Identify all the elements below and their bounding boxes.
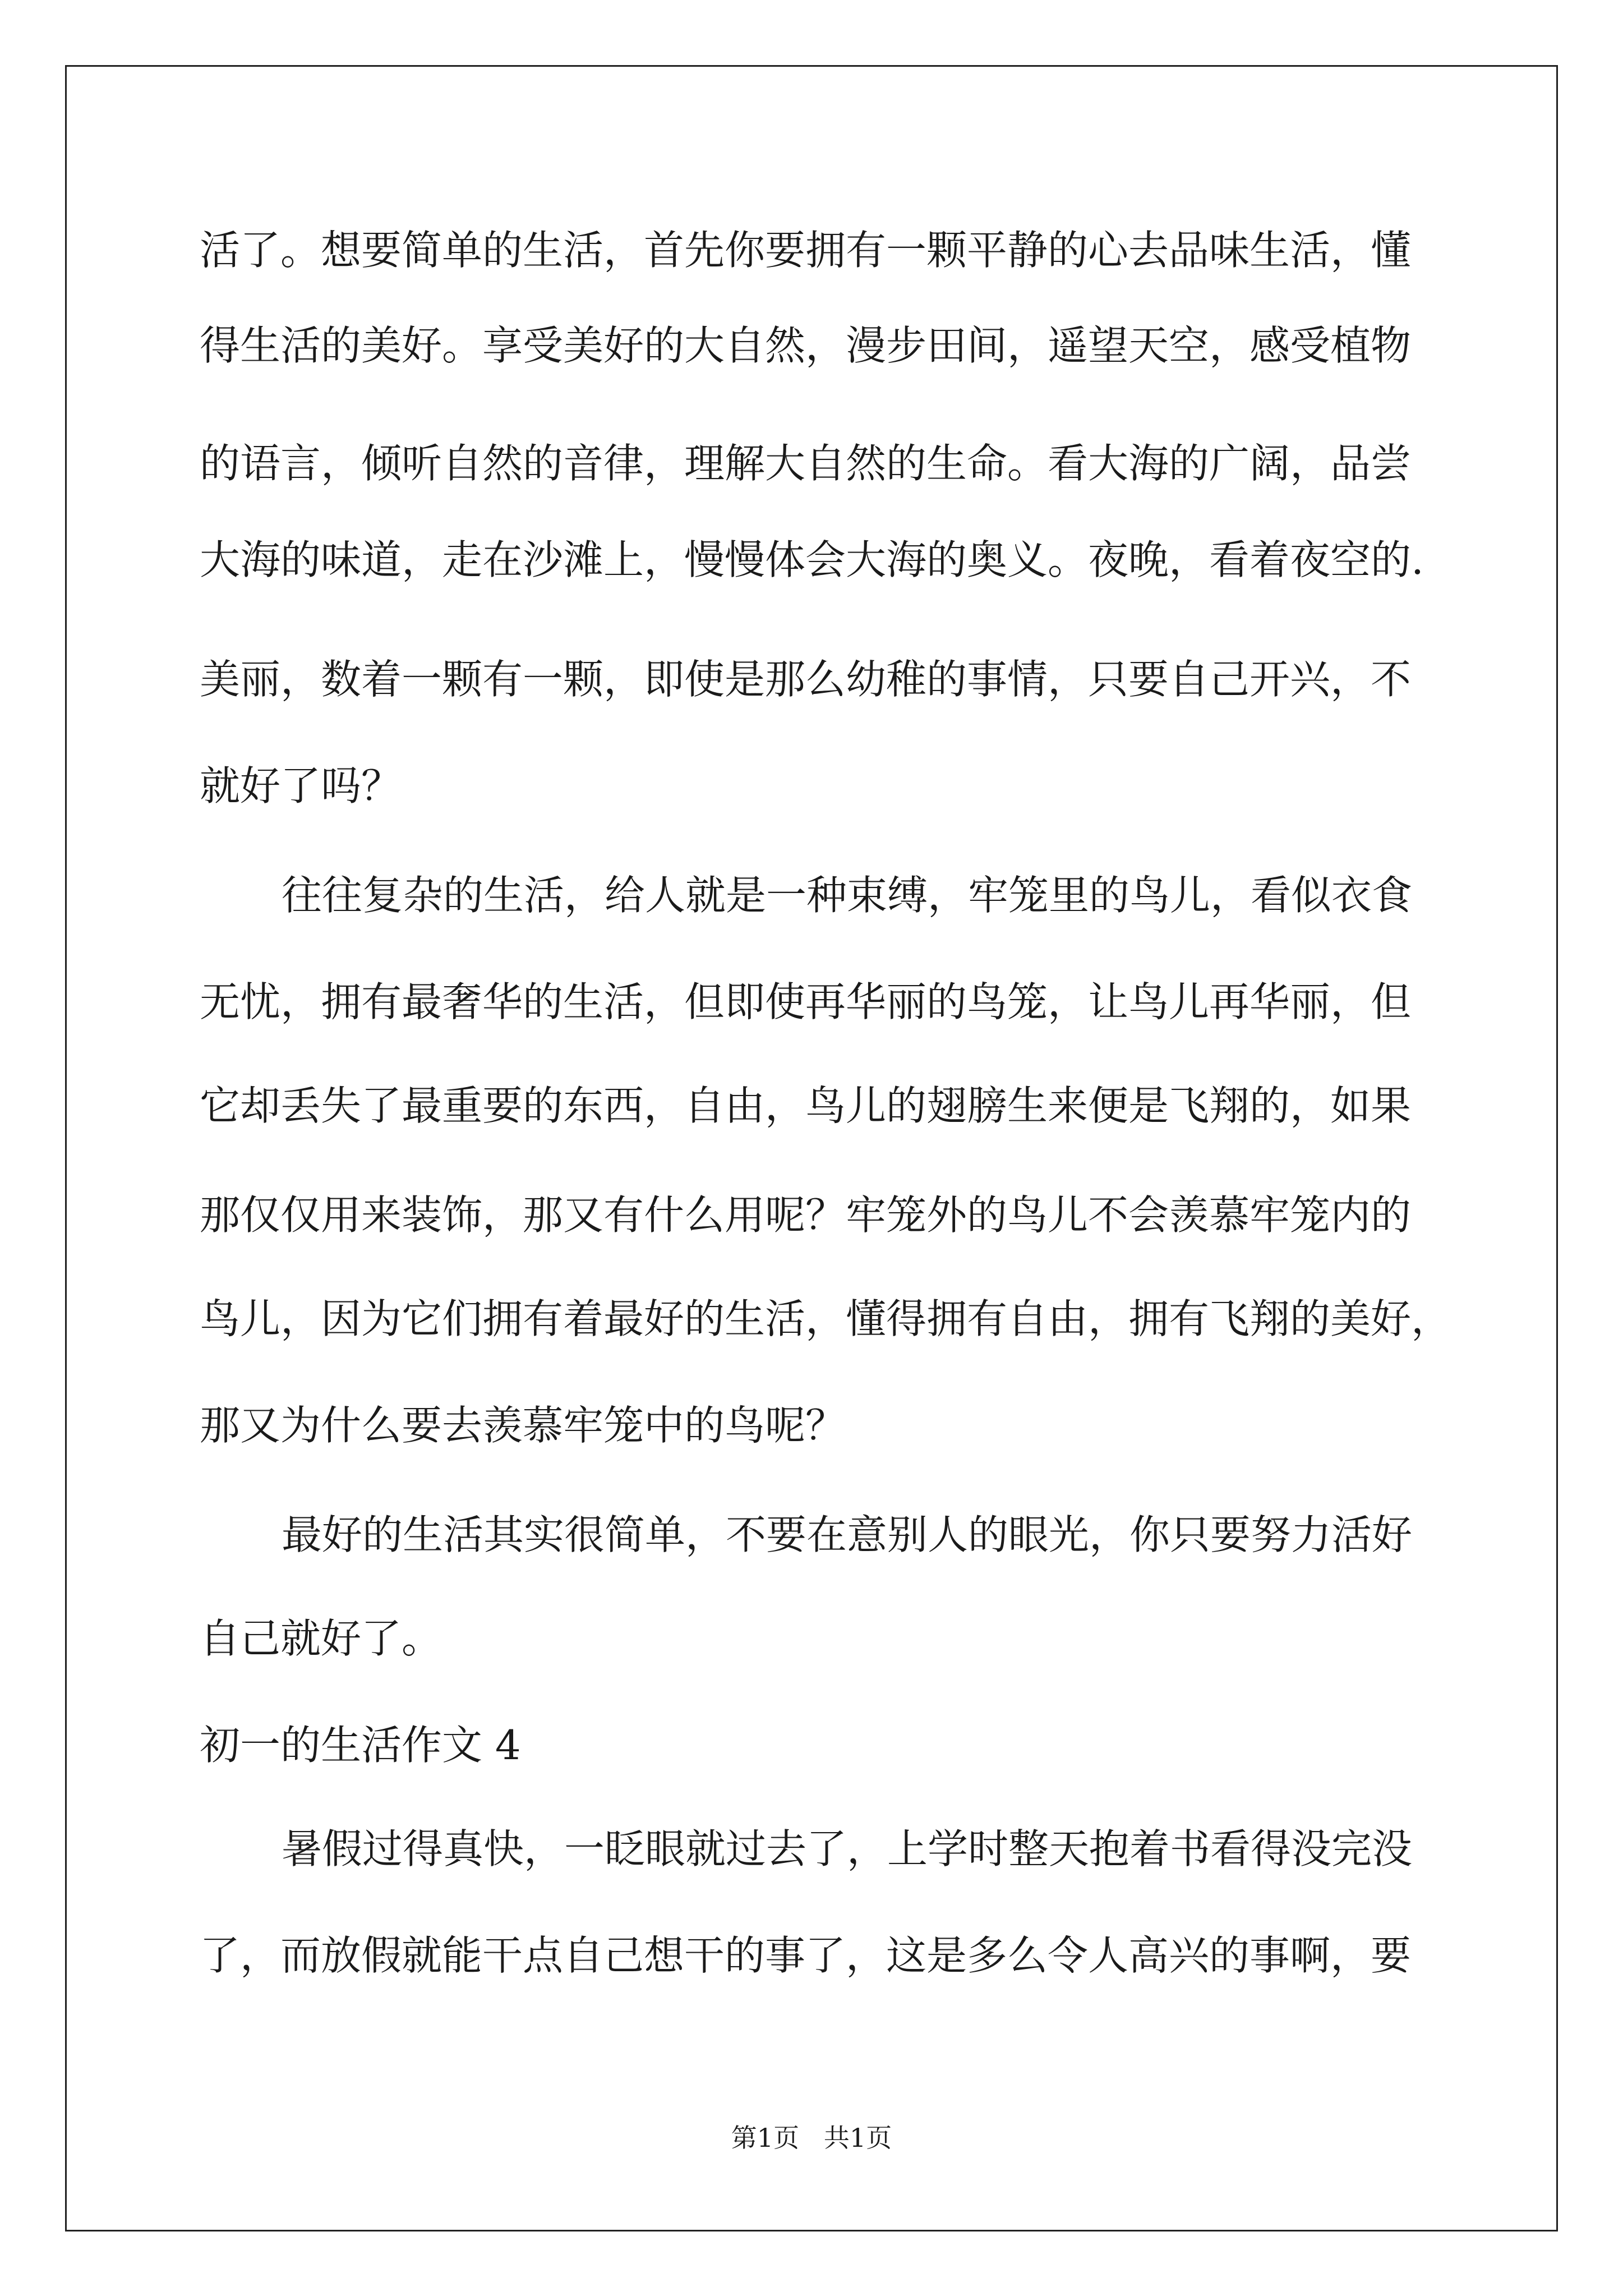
paragraph-start: 最好的生活其实很简单，不要在意别人的眼光，你只要努力活好 [282,1511,1413,1558]
paragraph-start: 往往复杂的生活，给人就是一种束缚，牢笼里的鸟儿，看似衣食 [282,872,1413,919]
text-line: 得生活的美好。享受美好的大自然，漫步田间，遥望天空，感受植物 [200,322,1412,369]
text-line: 那仅仅用来装饰，那又有什么用呢？牢笼外的鸟儿不会羡慕牢笼内的 [200,1191,1412,1239]
text-line: 鸟儿，因为它们拥有着最好的生活，懂得拥有自由，拥有飞翔的美好， [200,1295,1452,1342]
text-line: 了，而放假就能干点自己想干的事了，这是多么令人高兴的事啊，要 [200,1932,1412,1979]
text-line: 美丽，数着一颗有一颗，即使是那么幼稚的事情，只要自己开兴，不 [200,656,1412,703]
text-line: 它却丢失了最重要的东西，自由，鸟儿的翅膀生来便是飞翔的，如果 [200,1082,1412,1129]
text-line: 无忧，拥有最奢华的生活，但即使再华丽的鸟笼，让鸟儿再华丽，但 [200,978,1412,1025]
text-line: 的语言，倾听自然的音律，理解大自然的生命。看大海的广阔，品尝 [200,440,1412,487]
page-footer: 第1页 共1页 [731,2123,892,2153]
text-line: 大海的味道，走在沙滩上，慢慢体会大海的奥义。夜晚，看着夜空的. [200,536,1424,583]
text-line: 活了。想要简单的生活，首先你要拥有一颗平静的心去品味生活，懂 [200,227,1412,274]
text-line: 自己就好了。 [200,1615,442,1662]
section-heading: 初一的生活作文 4 [200,1722,521,1769]
text-line: 那又为什么要去羡慕牢笼中的鸟呢？ [200,1402,846,1449]
paragraph-start: 暑假过得真快，一眨眼就过去了，上学时整天抱着书看得没完没 [282,1825,1413,1872]
page-border [65,65,1558,2231]
text-line: 就好了吗？ [200,762,402,809]
